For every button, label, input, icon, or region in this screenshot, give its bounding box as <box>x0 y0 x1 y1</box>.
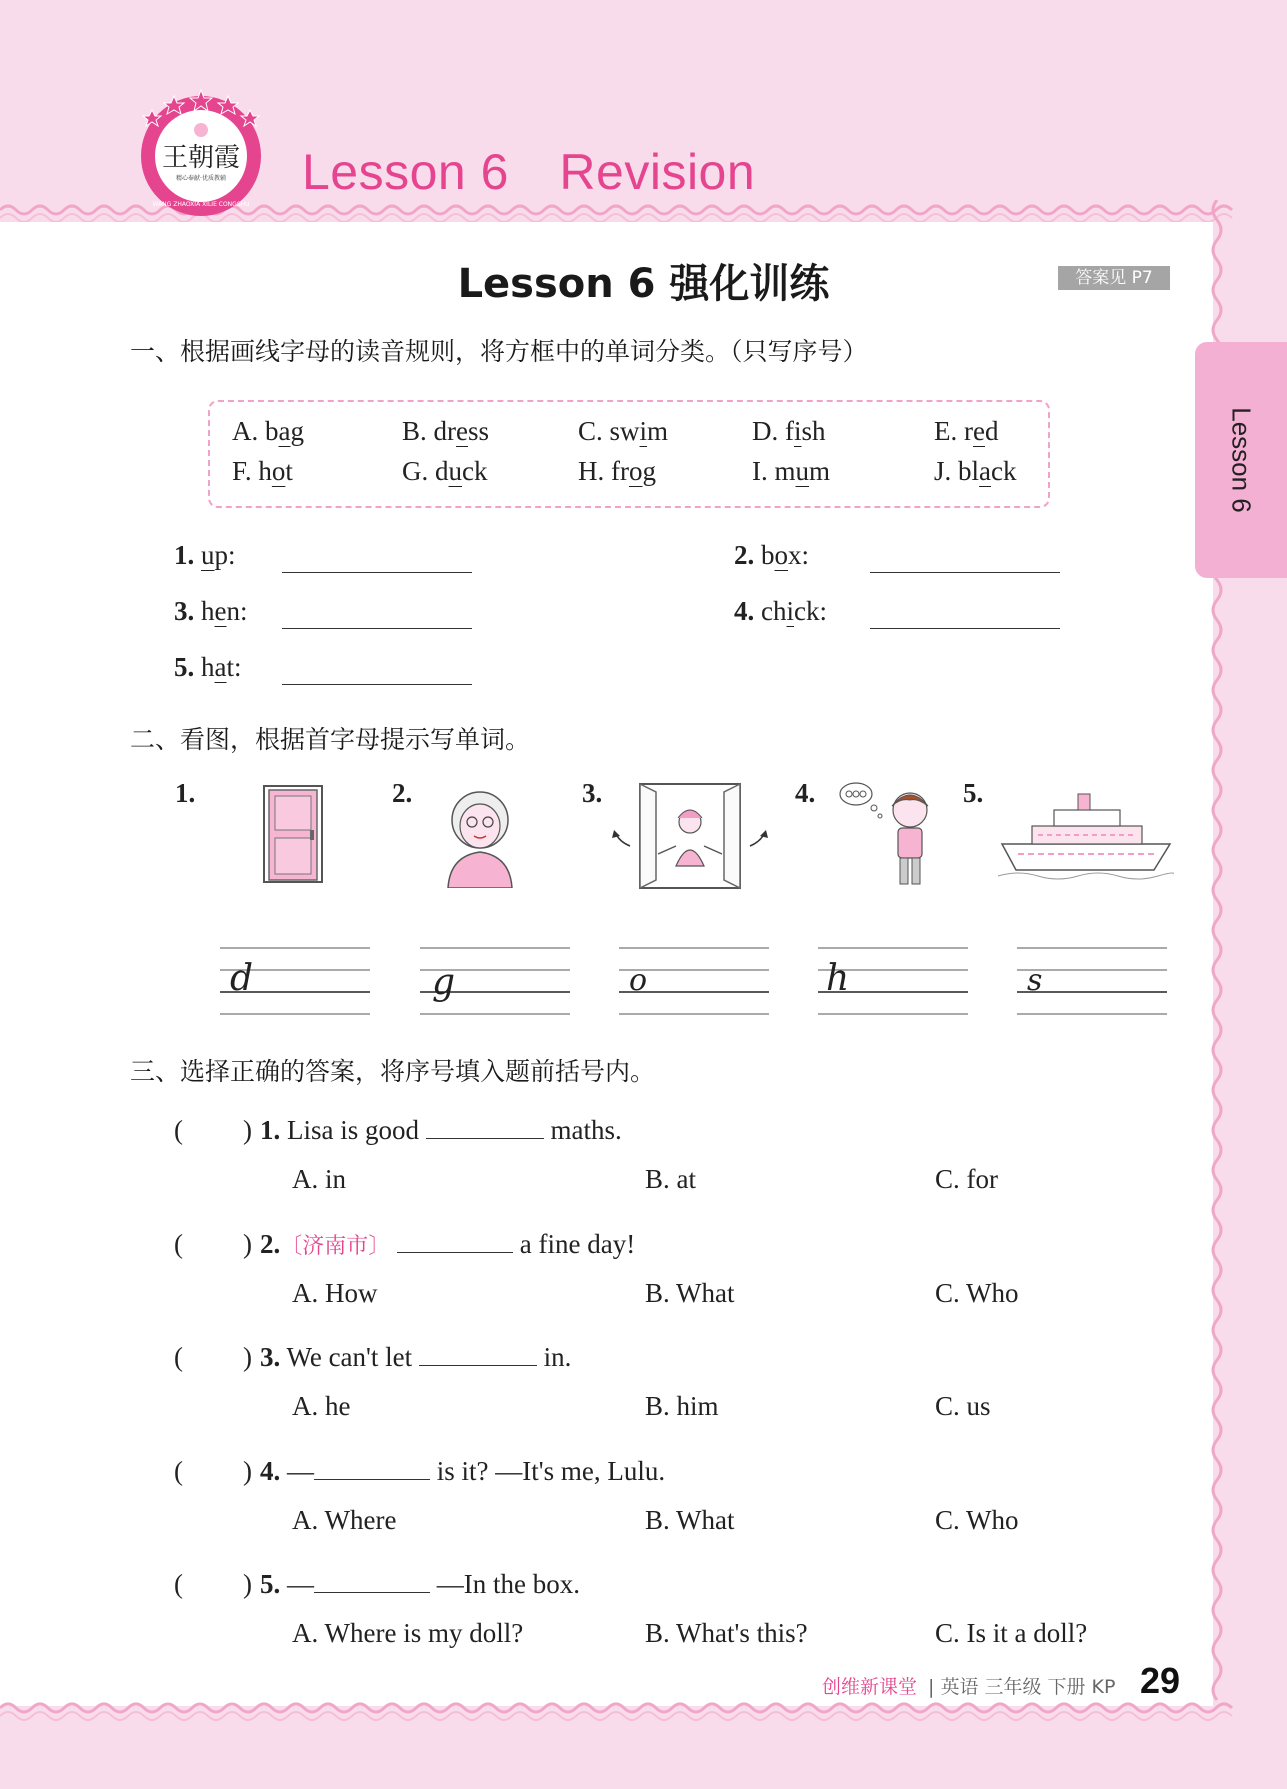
wave-border-bottom <box>0 1698 1287 1728</box>
mc-blank[interactable] <box>314 1455 430 1480</box>
word-underlined-letter: u <box>795 456 810 486</box>
word-label: F. <box>232 456 259 486</box>
mc-question-number: 2. <box>260 1228 281 1259</box>
question-number: 3. <box>174 596 195 626</box>
writing-lines-4 <box>818 944 968 1016</box>
word-pre: sw <box>609 416 640 446</box>
mc-blank[interactable] <box>397 1228 513 1253</box>
writing-lines-5 <box>1017 944 1167 1016</box>
word-item <box>578 416 668 447</box>
question-underlined-letter: a <box>214 652 227 682</box>
mc-option: B. What <box>645 1504 735 1535</box>
word-item <box>232 416 304 447</box>
question-post: x: <box>788 540 810 570</box>
word-pre: fr <box>611 456 629 486</box>
question-label <box>174 540 236 571</box>
word-post: ck <box>462 456 488 486</box>
question-label <box>174 596 248 627</box>
answer-parentheses[interactable]: ( ) <box>174 1569 254 1599</box>
mc-question-number: 5. <box>260 1569 281 1599</box>
answer-parentheses[interactable]: ( ) <box>174 1228 254 1259</box>
word-post: t <box>285 456 293 486</box>
word-post: sh <box>801 416 826 446</box>
mc-text-after: is it? —It's me, Lulu. <box>430 1455 666 1486</box>
picture-number-5: 5. <box>963 778 984 808</box>
answer-blank[interactable] <box>282 628 472 629</box>
hint-letter-2: g <box>432 962 456 1003</box>
word-label: J. <box>934 456 959 486</box>
word-item <box>752 456 830 487</box>
mc-blank[interactable] <box>419 1341 537 1366</box>
mc-option: C. Who <box>935 1277 1019 1308</box>
word-post: m <box>647 416 669 446</box>
word-post: g <box>642 456 656 486</box>
question-post: n: <box>226 596 248 626</box>
mc-option: A. Where is my doll? <box>292 1618 524 1648</box>
question-label <box>734 596 827 627</box>
question-pre <box>194 540 201 570</box>
word-pre: m <box>774 456 796 486</box>
answer-parentheses[interactable]: ( ) <box>174 1342 254 1372</box>
page-heading: Lesson 6 强化训练 <box>457 261 830 307</box>
word-label: C. <box>578 416 610 446</box>
word-post: d <box>984 416 999 446</box>
grandma-picture <box>440 780 520 888</box>
question-number: 1. <box>174 540 195 570</box>
answer-blank[interactable] <box>282 684 472 685</box>
word-post: ss <box>468 416 490 446</box>
question-post: p: <box>214 540 236 570</box>
word-label: G. <box>402 456 435 486</box>
mc-option: A. in <box>292 1164 346 1194</box>
door-picture <box>262 784 324 884</box>
mc-option: C. Is it a doll? <box>935 1618 1088 1648</box>
word-underlined-letter: a <box>979 456 992 486</box>
hint-letter-1: d <box>230 958 254 999</box>
mc-text-after: maths. <box>543 1115 622 1145</box>
mc-question-number: 3. <box>260 1342 281 1372</box>
side-tab-label: Lesson 6 <box>1226 407 1257 513</box>
mc-option: C. us <box>935 1391 991 1421</box>
word-pre: d <box>435 456 449 486</box>
picture-number-4: 4. <box>795 778 816 808</box>
question-pre: ch <box>754 596 787 626</box>
hint-letter-3: o <box>629 963 648 998</box>
word-post: ck <box>991 456 1017 486</box>
section-1-title: 一、根据画线字母的读音规则，将方框中的单词分类。（只写序号） <box>130 337 868 366</box>
question-pre: h <box>194 652 215 682</box>
word-underlined-letter: i <box>639 416 648 446</box>
question-underlined-letter: e <box>214 596 227 626</box>
word-pre: h <box>258 456 272 486</box>
question-number: 4. <box>734 596 755 626</box>
section-2-title: 二、看图，根据首字母提示写单词。 <box>130 725 531 754</box>
picture-number-2: 2. <box>392 778 413 808</box>
mc-text-after: a fine day! <box>513 1228 636 1259</box>
word-pre: bl <box>958 456 980 486</box>
logo-ring-text: WANG ZHAOXIA XILIE CONGSHU <box>152 201 250 208</box>
writing-lines-3 <box>619 944 769 1016</box>
word-label: E. <box>934 416 964 446</box>
picture-number-3: 3. <box>582 778 603 808</box>
mc-blank[interactable] <box>426 1114 544 1139</box>
mc-text-before: — <box>280 1455 314 1486</box>
word-underlined-letter: a <box>278 416 291 446</box>
mc-text-before: Lisa is good <box>280 1115 426 1145</box>
word-item <box>934 456 1017 487</box>
word-item <box>578 456 656 487</box>
mc-question <box>174 1108 622 1147</box>
answer-reference-badge: 答案见 P7 <box>1058 266 1170 290</box>
question-pre: h <box>194 596 215 626</box>
word-item <box>934 416 998 447</box>
picture-number-1: 1. <box>175 778 196 808</box>
mc-option: A. he <box>292 1391 351 1421</box>
word-pre: b <box>265 416 279 446</box>
thinking-boy-picture <box>838 780 942 890</box>
mc-question-number: 4. <box>260 1455 281 1486</box>
word-item <box>402 416 489 447</box>
mc-question <box>174 1449 665 1488</box>
word-pre: r <box>964 416 973 446</box>
answer-blank[interactable] <box>282 572 472 573</box>
question-underlined-letter: i <box>786 596 794 626</box>
question-number: 2. <box>734 540 755 570</box>
mc-text-after: —In the box. <box>430 1569 580 1599</box>
word-label: H. <box>578 456 611 486</box>
question-label <box>734 540 809 571</box>
question-number: 5. <box>174 652 195 682</box>
answer-parentheses[interactable]: ( ) <box>174 1455 254 1486</box>
side-tab <box>1195 342 1287 578</box>
region-tag: 〔济南市〕 <box>280 1233 391 1259</box>
word-post: g <box>290 416 304 446</box>
word-post: m <box>809 456 831 486</box>
question-post: t: <box>226 652 242 682</box>
word-label: B. <box>402 416 434 446</box>
mc-option: B. him <box>645 1391 719 1421</box>
logo-text: 王朝霞 <box>161 143 241 173</box>
page-number: 29 <box>1140 1660 1181 1701</box>
hint-letter-5: s <box>1027 963 1043 998</box>
mc-question <box>174 1222 635 1261</box>
word-pre: f <box>785 416 794 446</box>
mc-option: B. What's this? <box>645 1618 808 1648</box>
question-post: ck: <box>794 596 827 626</box>
mc-option: C. Who <box>935 1504 1019 1535</box>
mc-option: B. at <box>645 1164 696 1194</box>
mc-question <box>174 1335 571 1374</box>
question-underlined-letter: o <box>774 540 788 570</box>
word-item <box>232 456 293 487</box>
mc-text-after: in. <box>536 1342 572 1372</box>
mc-option: B. What <box>645 1277 735 1308</box>
section-3-title: 三、选择正确的答案，将序号填入题前括号内。 <box>130 1057 656 1086</box>
word-label: I. <box>752 456 775 486</box>
writing-lines-2 <box>420 944 570 1016</box>
mc-text-before: — <box>280 1569 314 1599</box>
question-underlined-letter: u <box>201 540 215 570</box>
mc-option: A. How <box>292 1277 378 1308</box>
mc-blank[interactable] <box>314 1568 430 1593</box>
lesson-title: Lesson 6 Revision <box>302 144 756 200</box>
word-underlined-letter: o <box>271 456 286 486</box>
mc-option: C. for <box>935 1164 998 1194</box>
footer-series: 创维新课堂 <box>822 1676 918 1698</box>
word-underlined-letter: o <box>628 456 643 486</box>
word-label: A. <box>232 416 265 446</box>
question-pre: b <box>754 540 775 570</box>
word-pre: dr <box>433 416 457 446</box>
hint-letter-4: h <box>826 958 850 999</box>
mc-text-before: We can't let <box>280 1342 419 1372</box>
word-underlined-letter: e <box>456 416 468 446</box>
word-underlined-letter: u <box>448 456 462 486</box>
writing-lines-1 <box>220 944 370 1016</box>
word-label: D. <box>752 416 785 446</box>
answer-parentheses[interactable]: ( ) <box>174 1115 254 1145</box>
mc-question-number: 1. <box>260 1115 281 1145</box>
ship-picture <box>998 786 1174 882</box>
word-item <box>402 456 487 487</box>
answer-blank[interactable] <box>870 572 1060 573</box>
publisher-logo <box>136 88 266 218</box>
open-window-picture <box>610 780 770 890</box>
word-underlined-letter: i <box>794 416 802 446</box>
answer-blank[interactable] <box>870 628 1060 629</box>
word-underlined-letter: e <box>973 416 985 446</box>
logo-slogan: 精心奉献·优质教辅 <box>176 175 226 182</box>
word-item <box>752 416 826 447</box>
footer-info: | 英语 三年级 下册 KP <box>928 1676 1116 1698</box>
mc-question <box>174 1562 580 1601</box>
question-label <box>174 652 242 683</box>
mc-option: A. Where <box>292 1504 397 1535</box>
